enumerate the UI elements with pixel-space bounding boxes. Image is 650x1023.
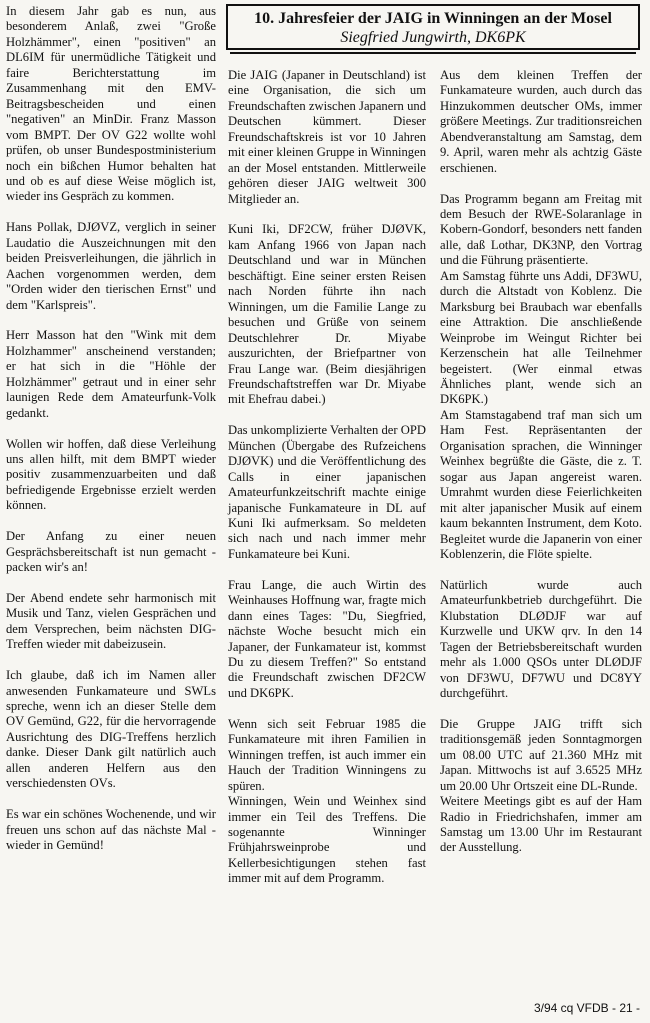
paragraph: Wenn sich seit Februar 1985 die Funkamateure mit ihren Familien in Winningen treffen, ist auch immer ein Hauch der Tradition Winningens zu spüren. — [228, 716, 426, 793]
column-left — [6, 4, 216, 869]
column-middle — [228, 68, 426, 902]
paragraph: Am Stamstagabend traf man sich um Ham Fest. Repräsentanten der Organisation sprachen, die Winninger Weinhex begrüßte die Gäste, die z. T. sogar aus Japan angereist waren. Umrahmt wurden diese Feierlichkeiten mit alter japanischer Musik auf einem kaum bekannten Instrument, dem Koto. Begleitet wurde die Japanerin von einer Koblenzerin, die Flöte spielte. — [440, 407, 642, 561]
paragraph: Winningen, Wein und Weinhex sind immer ein Teil des Treffens. Die sogenannte Winninger Frühjahrsweinprobe und Kellerbesichtigungen stehen fast immer mit auf dem Programm. — [228, 794, 426, 886]
article-author: Siegfried Jungwirth, DK6PK — [340, 29, 526, 46]
paragraph: Das Programm begann am Freitag mit dem Besuch der RWE-Solaranlage in Kobern-Gondorf, besonders nett fanden alle, daß Lothar, DK3NP, den Vortrag und die Führung präsentierte. — [440, 191, 642, 268]
paragraph: Die JAIG (Japaner in Deutschland) ist eine Organisation, die sich um Freundschaften zwischen Japanern und Deutschen kümmert. Dieser Freundschaftskreis ist vor 10 Jahren mit einer kleinen Gruppe in Winningen an der Mosel entstanden. Mittlerweile gehören dieser JAIG weltweit 300 Mitglieder an. — [228, 68, 426, 206]
paragraph: Der Abend endete sehr harmonisch mit Musik und Tanz, vielen Gesprächen und dem Versprechen, beim nächsten DIG-Treffen wieder mit dabeizusein. — [6, 590, 216, 652]
article-title: 10. Jahresfeier der JAIG in Winningen an der Mosel — [254, 10, 612, 27]
paragraph: Natürlich wurde auch Amateurfunkbetrieb durchgeführt. Die Klubstation DLØDJF war auf Kurzwelle und UKW qrv. In den 14 Tagen der Betriebsbereitschaft wurden mehr als 1.000 QSOs unter DLØDJF von DF3WU, DF7WU und DC8YY durchgeführt. — [440, 577, 642, 700]
article-header — [226, 4, 640, 50]
paragraph: Ich glaube, daß ich im Namen aller anwesenden Funkamateure und SWLs spreche, wenn ich an dieser Stelle dem OV Gemünd, G22, für die hervorragende Ausrichtung des DIG-Treffens herzlich danke. Dieser Dank gilt natürlich auch allen anderen Helfern aus den verschiedensten OVs. — [6, 668, 216, 791]
paragraph: Der Anfang zu einer neuen Gesprächsbereitschaft ist nun gemacht - packen wir's an! — [6, 529, 216, 575]
paragraph: Die Gruppe JAIG trifft sich traditionsgemäß jeden Sonntagmorgen um 08.00 UTC auf 21.360 MHz mit Japan. Mittwochs ist auf 3.6525 MHz um 20.00 Uhr Ortszeit eine DL-Runde. — [440, 716, 642, 793]
paragraph: Am Samstag führte uns Addi, DF3WU, durch die Altstadt von Koblenz. Die Marksburg bei Braubach war ebenfalls eine Attraktion. Die anschließende Weinprobe im Weingut Richter bei Kerzenschein hat alle Teilnehmer begeistert. (Wer einmal etwas Ähnliches plant, wende sich an DK6PK.) — [440, 268, 642, 407]
paragraph: In diesem Jahr gab es nun, aus besonderem Anlaß, zwei "Große Holzhämmer", einen "positiven" an DL6IM für unermüdliche Tätigkeit und faire Berichterstattung im Zusammenhang mit den EMV-Beitragsbescheiden und einen "negativen" an MinDir. Franz Masson vom BMPT. Der OV G22 wollte wohl prüfen, ob unser Bundespostministerium noch ein bißchen Humor behalten hat und ob es auf diese Weise möglich ist, wieder ins Gespräch zu kommen. — [6, 4, 216, 204]
paragraph: Wollen wir hoffen, daß diese Verleihung uns allen hilft, mit dem BMPT wieder positiv zusammenzuarbeiten und daß befriedigende Ergebnisse erzielt werden können. — [6, 436, 216, 513]
paragraph: Hans Pollak, DJØVZ, verglich in seiner Laudatio die Auszeichnungen mit den beiden Preisverleihungen, die jährlich in Aachen vorgenommen werden, dem "Orden wider den tierischen Ernst" und dem "Karlspreis". — [6, 220, 216, 312]
paragraph: Herr Masson hat den "Wink mit dem Holzhammer" anscheinend verstanden; er hat sich in die "Höhle der Holzhämmer" getraut und in einer sehr launigen Rede dem Amateurfunk-Volk gedankt. — [6, 328, 216, 420]
paragraph: Aus dem kleinen Treffen der Funkamateure wurden, auch durch das Hinzukommen deutscher OMs, immer größere Meetings. Zur traditionsreichen Abendveranstaltung am Samstag, dem 9. April, waren mehr als achtzig Gäste erschienen. — [440, 68, 642, 175]
page-footer: 3/94 cq VFDB - 21 - — [533, 1001, 640, 1015]
paragraph: Es war ein schönes Wochenende, und wir freuen uns schon auf das nächste Mal - wieder in Gemünd! — [6, 807, 216, 853]
paragraph: Kuni Iki, DF2CW, früher DJØVK, kam Anfang 1966 von Japan nach Deutschland und war in München beschäftigt. Eine seiner ersten Reisen nach Norden führte ihn nach Winningen, um die Familie Lange zu besuchen und Grüße von seinem Deutschlehrer Dr. Miyabe auszurichten, der Briefpartner von Frau Lange war. (Beim diesjährigen Freundschaftstreffen war Dr. Miyabe mit Ehefrau dabei.) — [228, 222, 426, 407]
paragraph: Das unkomplizierte Verhalten der OPD München (Übergabe des Rufzeichens DJØVK) und die Veröffentlichung des Calls in einer japanischen Amateurfunkzeitschrift machte einige japanische Funkamateure in DL auf Kuni Iki aufmerksam. So meldeten sich nach und nach immer mehr Funkamateure bei Kuni. — [228, 423, 426, 561]
column-right — [440, 68, 642, 871]
paragraph: Weitere Meetings gibt es auf der Ham Radio in Friedrichshafen, immer am Samstag um 13.00 Uhr im Restaurant der Ausstellung. — [440, 794, 642, 855]
paragraph: Frau Lange, die auch Wirtin des Weinhauses Hoffnung war, fragte mich dann eines Tages: "Du, Siegfried, nächste Woche besucht mich ein Japaner, der Funkamateur ist, kommst Du zu diesem Treffen?" So entstand die Freundschaft zwischen DF2CW und DK6PK. — [228, 577, 426, 700]
